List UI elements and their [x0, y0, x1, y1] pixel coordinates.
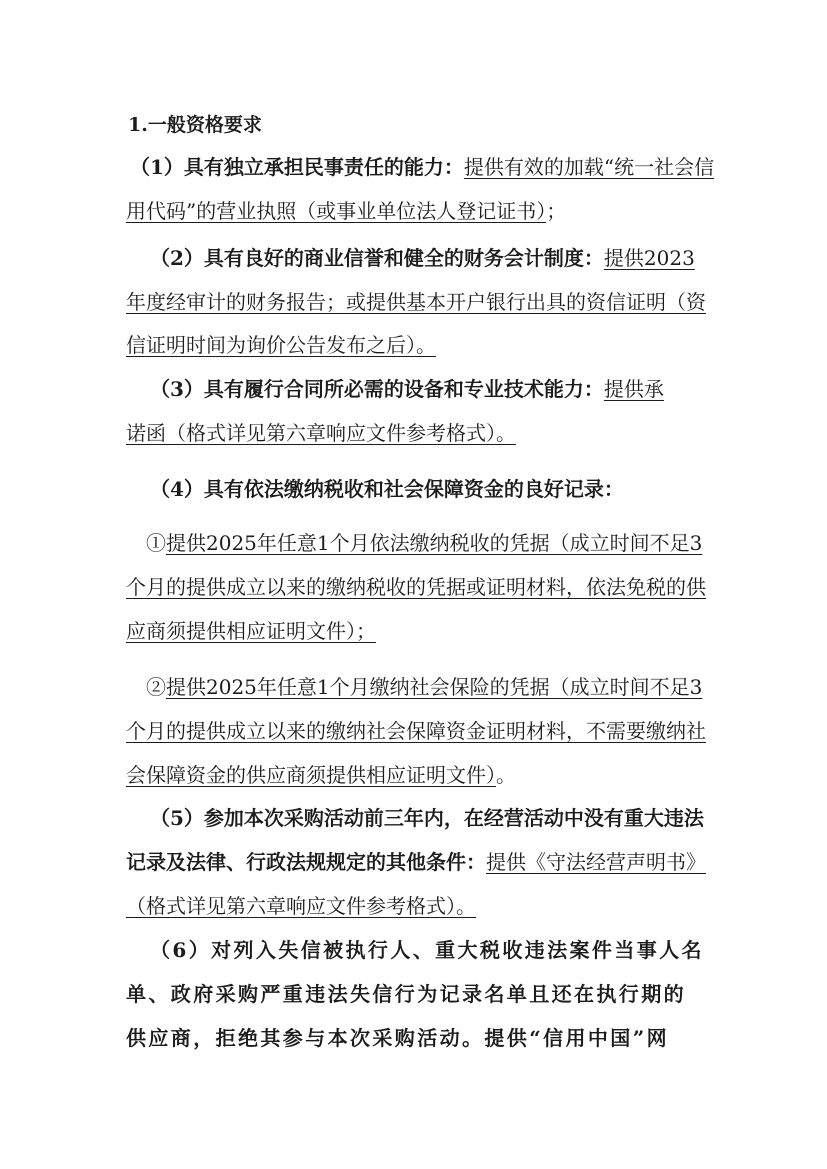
- item-2-text: 提供2023: [603, 246, 695, 270]
- item-4-sub-2-line-3: [126, 762, 516, 788]
- item-3-text: 提供承: [603, 377, 664, 401]
- item-2-text-cont: 年度经审计的财务报告；或提供基本开户银行出具的资信证明（资: [126, 290, 706, 314]
- sub-2-tail: 。: [496, 763, 516, 787]
- sub-1-mark: ①: [146, 531, 166, 555]
- sub-1-text-cont: 个月的提供成立以来的缴纳税收的凭据或证明材料，依法免税的供: [126, 575, 706, 599]
- item-4-sub-1-line-2: [126, 574, 706, 600]
- sub-2-text-cont: 个月的提供成立以来的缴纳社会保障资金证明材料，不需要缴纳社: [126, 719, 706, 743]
- sub-1-text: 提供2025年任意1个月依法缴纳税收的凭据（成立时间不足3: [166, 531, 703, 555]
- section-heading: 1.一般资格要求: [128, 114, 262, 136]
- item-1-line-1: [130, 154, 714, 180]
- item-5-text: 提供《守法经营声明书》: [486, 850, 706, 874]
- item-2-text-end: 信证明时间为询价公告发布之后）。: [126, 333, 436, 357]
- item-4-head: （4）具有依法缴纳税收和社会保障资金的良好记录：: [150, 477, 624, 501]
- item-5-head: 记录及法律、行政法规规定的其他条件：: [126, 850, 486, 874]
- item-4-sub-2-line-1: [146, 674, 702, 700]
- item-2-head: （2）具有良好的商业信誉和健全的财务会计制度：: [150, 246, 604, 270]
- item-6-line-1: （6）对列入失信被执行人、重大税收违法案件当事人名: [150, 938, 704, 962]
- item-6-line-3: 供应商，拒绝其参与本次采购活动。提供“信用中国”网: [126, 1026, 670, 1050]
- item-3-text-cont: 诺函（格式详见第六章响应文件参考格式）。: [126, 421, 516, 445]
- item-4-sub-2-line-2: [126, 718, 706, 744]
- item-1-text-cont: 用代码”的营业执照（或事业单位法人登记证书）: [126, 199, 547, 223]
- item-4-sub-1-line-3: [126, 618, 376, 644]
- item-2-line-1: [150, 245, 695, 271]
- item-1-head: （1）具有独立承担民事责任的能力：: [130, 155, 464, 179]
- item-4-sub-1-line-1: [146, 530, 702, 556]
- item-5-line-3: [126, 893, 476, 919]
- item-5-text-cont: （格式详见第六章响应文件参考格式）。: [126, 894, 476, 918]
- item-5-line-2: [126, 849, 706, 875]
- item-1-line-2: [126, 198, 566, 224]
- item-3-line-2: [126, 420, 516, 446]
- item-1-text: 提供有效的加载“统一社会信: [463, 155, 715, 179]
- item-5-line-1: （5）参加本次采购活动前三年内，在经营活动中没有重大违法: [150, 806, 704, 830]
- sub-1-text-end: 应商须提供相应证明文件）；: [126, 619, 376, 643]
- item-2-line-2: [126, 289, 706, 315]
- item-3-head: （3）具有履行合同所必需的设备和专业技术能力：: [150, 377, 604, 401]
- item-1-tail: ；: [546, 199, 567, 223]
- item-6-line-2: 单、政府采购严重违法失信行为记录名单且还在执行期的: [126, 982, 686, 1006]
- sub-2-mark: ②: [146, 675, 166, 699]
- sub-2-text: 提供2025年任意1个月缴纳社会保险的凭据（成立时间不足3: [166, 675, 703, 699]
- item-2-line-3: [126, 332, 436, 358]
- item-3-line-1: [150, 376, 664, 402]
- sub-2-text-end: 会保障资金的供应商须提供相应证明文件）: [126, 763, 496, 787]
